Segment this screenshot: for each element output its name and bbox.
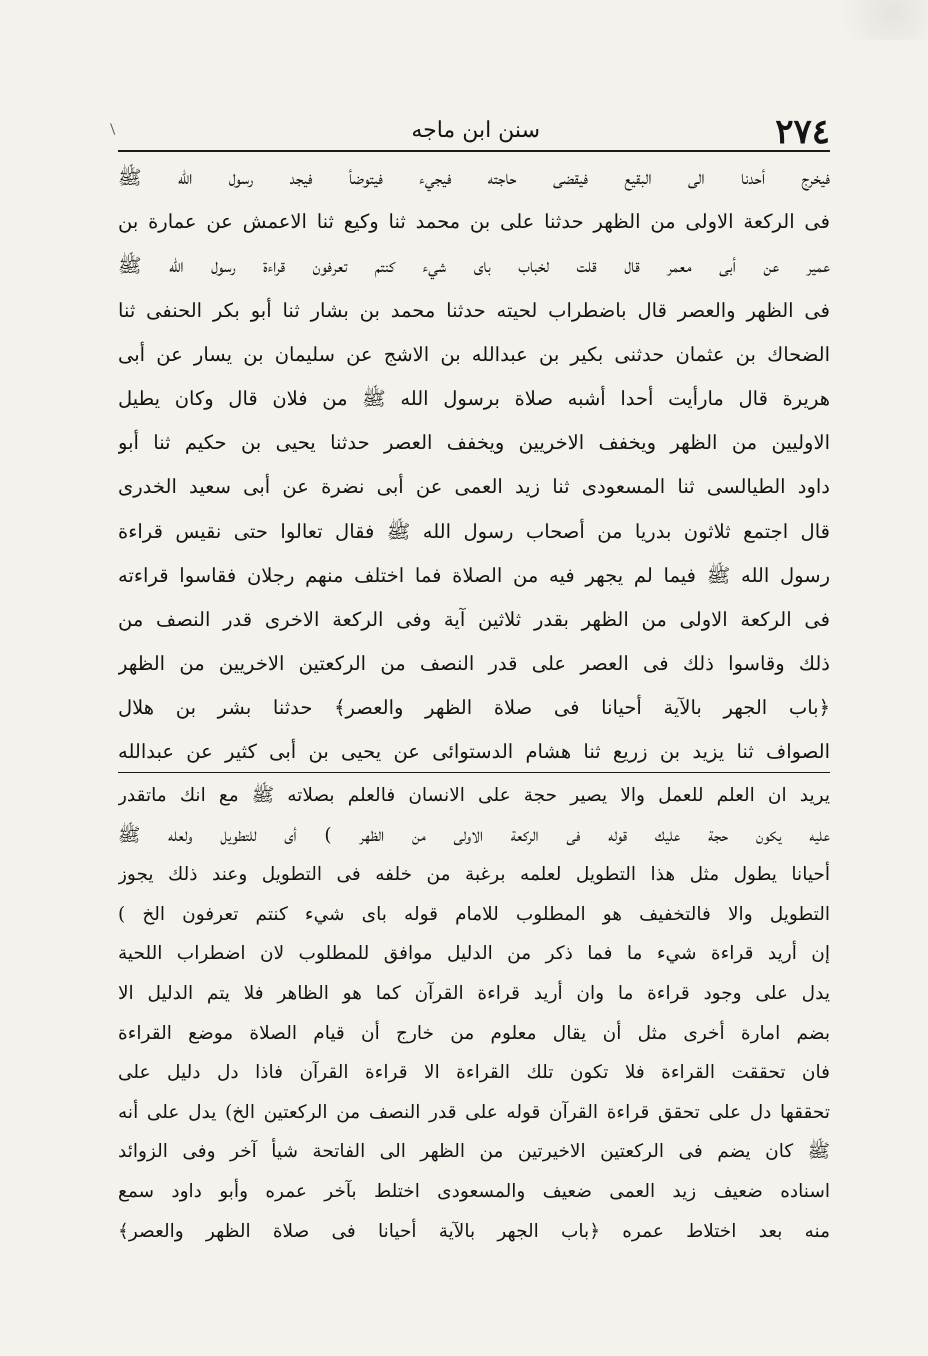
commentary-divider (118, 772, 830, 773)
main-text-line: قال اجتمع ثلاثون بدريا من أصحاب رسول الله ﷺ فقال تعالوا حتى نقيس قراءة (118, 519, 830, 543)
commentary-line: التطويل والا فالتخفيف هو المطلوب للامام قوله باى شيء كنتم تعرفون الخ ) (118, 903, 830, 925)
main-text-line: هريرة قال مارأيت أحدا أشبه صلاة برسول الله ﷺ من فلان قال وكان يطيل (118, 386, 830, 410)
commentary-line: اسناده ضعيف زيد العمى ضعيف والمسعودى اختلط بآخر عمره وأبو داود سمع (118, 1180, 830, 1202)
running-title: سنن ابن ماجه (411, 118, 540, 143)
main-text-line: عمير عن أبى معمر قال قلت لخباب باى شيء كنتم تعرفون قراءة رسول الله ﷺ (118, 254, 830, 278)
commentary-line: يدل على وجود قراءة ما وان أريد قراءة القرآن كما هو الظاهر فلا يتم الدليل الا (118, 982, 830, 1004)
main-text-line: الصواف ثنا يزيد بن زريع ثنا هشام الدستوائى عن يحيى بن أبى كثير عن عبدالله (118, 740, 830, 764)
chapter-heading-line: ﴿باب الجهر بالآية أحيانا فى صلاة الظهر والعصر﴾ حدثنا بشر بن هلال (118, 696, 830, 720)
scan-noise (808, 0, 928, 40)
main-text-line: ذلك وقاسوا ذلك فى العصر على قدر النصف من الركعتين الاخريين من الظهر (118, 652, 830, 676)
page-number: ٢٧٤ (775, 112, 830, 152)
commentary-line: عليه يكون حجة عليك قوله فى الركعة الاولى من الظهر ) أى للتطويل ولعله ﷺ (118, 824, 830, 846)
main-text-line: فيخرج أحدنا الى البقيع فيقضى حاجته فيجيء فيتوضأ فيجد رسول الله ﷺ (118, 166, 830, 189)
header-rule (118, 150, 830, 152)
commentary-line: فان تحققت القراءة فلا تكون تلك القراءة الا قراءة القرآن فاذا دل دليل على (118, 1062, 830, 1084)
page-header (118, 110, 830, 150)
commentary-line: ﷺ كان يضم فى الركعتين الاخيرتين من الظهر الى الفاتحة شيأ آخر وفى الزوائد (118, 1141, 830, 1163)
main-text-line: فى الظهر والعصر قال باضطراب لحيته حدثنا محمد بن بشار ثنا أبو بكر الحنفى ثنا (118, 298, 830, 322)
commentary-line: منه بعد اختلاط عمره ﴿باب الجهر بالآية أحيانا فى صلاة الظهر والعصر﴾ (118, 1220, 830, 1242)
main-text-line: داود الطيالسى ثنا المسعودى ثنا زيد العمى عن أبى نضرة عن أبى سعيد الخدرى (118, 475, 830, 499)
main-text-line: فى الركعة الاولى من الظهر حدثنا على بن محمد ثنا وكيع ثنا الاعمش عن عمارة بن (118, 210, 830, 234)
commentary-line: تحققها دل على تحقق قراءة القرآن قوله على قدر النصف من الركعتين الخ) يدل على أنه (118, 1101, 830, 1123)
commentary-line: إن أريد قراءة شيء ما فما ذكر من الدليل موافق للمطلوب لان اضطراب اللحية (118, 943, 830, 965)
commentary-line: بضم امارة أخرى مثل أن يقال معلوم من خارج أن قيام الصلاة موضع القراءة (118, 1022, 830, 1044)
main-text-line: الضحاك بن عثمان حدثنى بكير بن عبدالله بن الاشج عن سليمان بن يسار عن أبى (118, 342, 830, 366)
commentary-text (118, 776, 830, 1251)
commentary-line: أحيانا يطول مثل هذا التطويل لعلمه برغبة من خلفه فى التطويل وعند ذلك يجوز (118, 864, 830, 886)
commentary-line: يريد ان العلم للعمل والا يصير حجة على الانسان فالعلم بصلاته ﷺ مع انك ماتقدر (118, 785, 830, 806)
main-text-line: فى الركعة الاولى من الظهر بقدر ثلاثين آية وفى الركعة الاخرى قدر النصف من (118, 607, 830, 631)
main-text-line: رسول الله ﷺ فيما لم يجهر فيه من الصلاة فما اختلف منهم رجلان فقاسوا قراءته (118, 563, 830, 587)
main-text-line: الاوليين من الظهر ويخفف الاخريين ويخفف العصر حدثنا يحيى بن حكيم ثنا أبو (118, 431, 830, 455)
hadith-text (118, 156, 830, 775)
